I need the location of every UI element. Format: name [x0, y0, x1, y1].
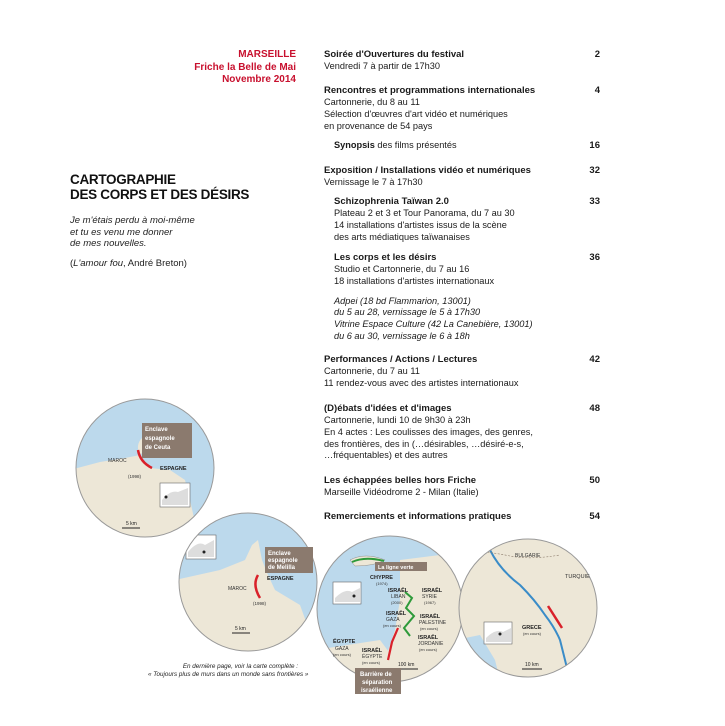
israel-label-gaza: ISRAËL [386, 611, 407, 617]
melilla-enclave-label: Enclave [268, 551, 291, 557]
ceuta-maroc-label: MAROC [108, 458, 127, 464]
toc-title: Les échappées belles hors Friche [324, 475, 477, 486]
venue-city: MARSEILLE [238, 49, 296, 60]
ceuta-year: (1998) [128, 474, 142, 479]
egypte-label-2: ÉGYPTE [362, 654, 383, 660]
toc-title: Rencontres et programmations internationales [324, 85, 536, 96]
palestine-status: (en cours) [420, 626, 439, 631]
synopsis-bold: Synopsis [334, 140, 375, 150]
toc-page: 16 [589, 140, 600, 151]
green-line-label: La ligne verte [378, 565, 414, 571]
toc-line: Cartonnerie, du 7 au 11 [324, 366, 420, 376]
toc-line: 11 rendez-vous avec des artistes internationaux [324, 377, 519, 388]
toc-line: Cartonnerie, du 8 au 11 [324, 97, 420, 107]
gaza-status-2: (en cours) [333, 652, 352, 657]
melilla-enclave-label: espagnole [268, 558, 298, 564]
venue-place: Friche la Belle de Mai [194, 61, 296, 73]
israel-label-palestine: ISRAËL [420, 614, 441, 620]
venue-date: Novembre 2014 [222, 74, 296, 85]
chypre-year: (1974) [376, 581, 388, 586]
israel-label-egypte: ISRAËL [362, 648, 383, 654]
ceuta-enclave-label: espagnole [145, 436, 175, 442]
grece-status: (en cours) [523, 631, 542, 636]
bulgarie-label: BULGARIE [515, 553, 541, 559]
melilla-year: (1998) [253, 601, 267, 606]
quote-line: de mes nouvelles. [70, 238, 147, 250]
ceuta-enclave-label: Enclave [145, 427, 168, 433]
melilla-enclave-label: de Melilla [268, 565, 296, 571]
gaza-label-2: GAZA [335, 646, 349, 652]
toc-line: …fréquentables) et des autres [324, 450, 448, 461]
barriere-label: séparation [362, 680, 393, 686]
egypte-status: (en cours) [362, 660, 381, 665]
melilla-scale: 5 km [235, 626, 246, 632]
israel-scale: 100 km [398, 662, 415, 668]
toc-line: Cartonnerie, lundi 10 de 9h30 à 23h [324, 415, 471, 425]
map-israel [315, 535, 465, 694]
grece-label: GRECE [522, 625, 542, 631]
quote-line: Je m'étais perdu à moi-même [70, 215, 195, 226]
jordanie-label: JORDANIE [418, 641, 444, 647]
turquie-label: TURQUIE [565, 574, 590, 580]
gaza-status: (en cours) [383, 623, 402, 628]
toc-title: Soirée d'Ouvertures du festival [324, 49, 465, 60]
melilla-maroc-label: MAROC [228, 586, 247, 592]
chypre-label: CHYPRE [370, 575, 393, 581]
toc-page: 2 [594, 49, 600, 60]
melilla-espagne-label: ESPAGNE [267, 576, 294, 582]
jordanie-status: (en cours) [419, 647, 438, 652]
barriere-label: israélienne [361, 688, 393, 694]
egypte-label: ÉGYPTE [333, 639, 356, 645]
toc-title: Performances / Actions / Lectures [324, 354, 478, 365]
israel-label-jordanie: ISRAËL [418, 635, 439, 641]
toc-line: Plateau 2 et 3 et Tour Panorama, du 7 au 30 [334, 208, 515, 218]
toc-line: Vendredi 7 à partir de 17h30 [324, 61, 440, 71]
israel-label-liban: ISRAËL [388, 588, 409, 594]
map-ceuta [70, 395, 220, 545]
toc-line: des frontières, des in (…désirables, …désiré-e-s, [324, 438, 524, 449]
grece-scale: 10 km [525, 662, 539, 668]
toc-line: 18 installations d'artistes internationaux [334, 275, 495, 286]
toc-title: Exposition / Installations vidéo et numériques [324, 165, 531, 176]
toc-line: 14 installations d'artistes issus de la scène [334, 219, 507, 230]
toc-line: en provenance de 54 pays [324, 120, 433, 131]
liban-label: LIBAN [391, 594, 406, 600]
quote-citation: (L'amour fou, André Breton) [70, 258, 187, 269]
toc-page: 4 [594, 85, 600, 96]
toc-page: 42 [589, 354, 600, 365]
ceuta-enclave-label: de Ceuta [145, 445, 171, 451]
toc-page: 36 [589, 252, 600, 263]
quote-line: et tu es venu me donner [70, 226, 173, 238]
toc-title: (D)ébats d'idées et d'images [324, 403, 452, 414]
toc-title: Remerciements et informations pratiques [324, 511, 512, 522]
title-line-1: CARTOGRAPHIE [70, 172, 176, 187]
toc-page: 50 [589, 475, 600, 486]
toc-line-italic: Adpei (18 bd Flammarion, 13001) [334, 295, 471, 306]
palestine-label: PALESTINE [419, 620, 447, 626]
toc-page: 54 [589, 511, 600, 522]
barriere-label: Barrière de [360, 672, 392, 678]
toc-line-italic: du 6 au 30, vernissage le 6 à 18h [334, 330, 470, 341]
synopsis-rest: des films présentés [374, 140, 457, 150]
ceuta-scale: 5 km [126, 521, 137, 527]
map-grece [455, 535, 605, 685]
toc-line: Vernissage le 7 à 17h30 [324, 177, 423, 187]
toc-page: 48 [589, 403, 600, 414]
citation-author: , André Breton) [123, 258, 187, 269]
toc-page: 33 [589, 196, 600, 207]
syrie-year: (1967) [424, 600, 436, 605]
toc-line-italic: Vitrine Espace Culture (42 La Canebière, 13001) [334, 319, 533, 330]
toc-line: des arts médiatiques taïwanaises [334, 231, 470, 242]
caption-line: « Toujours plus de murs dans un monde sans frontières » [148, 671, 309, 679]
title-line-2: DES CORPS ET DES DÉSIRS [70, 187, 250, 202]
toc-page: 32 [589, 165, 600, 176]
toc-title: Les corps et les désirs [334, 252, 437, 263]
israel-label-syrie: ISRAËL [422, 588, 443, 594]
map-caption [148, 663, 309, 679]
gaza-label: GAZA [386, 617, 400, 623]
citation-work: L'amour fou [73, 258, 124, 269]
toc-line-italic: du 5 au 28, vernissage le 5 à 17h30 [334, 307, 481, 318]
map-melilla [175, 510, 325, 660]
toc-line: Sélection d'œuvres d'art vidéo et numériques [324, 108, 508, 119]
ceuta-espagne-label: ESPAGNE [160, 466, 187, 472]
toc-title: Schizophrenia Taïwan 2.0 [334, 196, 449, 207]
caption-line: En dernière page, voir la carte complète : [182, 663, 298, 670]
toc-line: Studio et Cartonnerie, du 7 au 16 [334, 264, 470, 274]
toc-line: En 4 actes : Les coulisses des images, des genres, [324, 426, 533, 437]
toc-line: Marseille Vidéodrome 2 - Milan (Italie) [324, 487, 479, 497]
liban-year: (2000) [391, 600, 403, 605]
syrie-label: SYRIE [422, 594, 438, 600]
